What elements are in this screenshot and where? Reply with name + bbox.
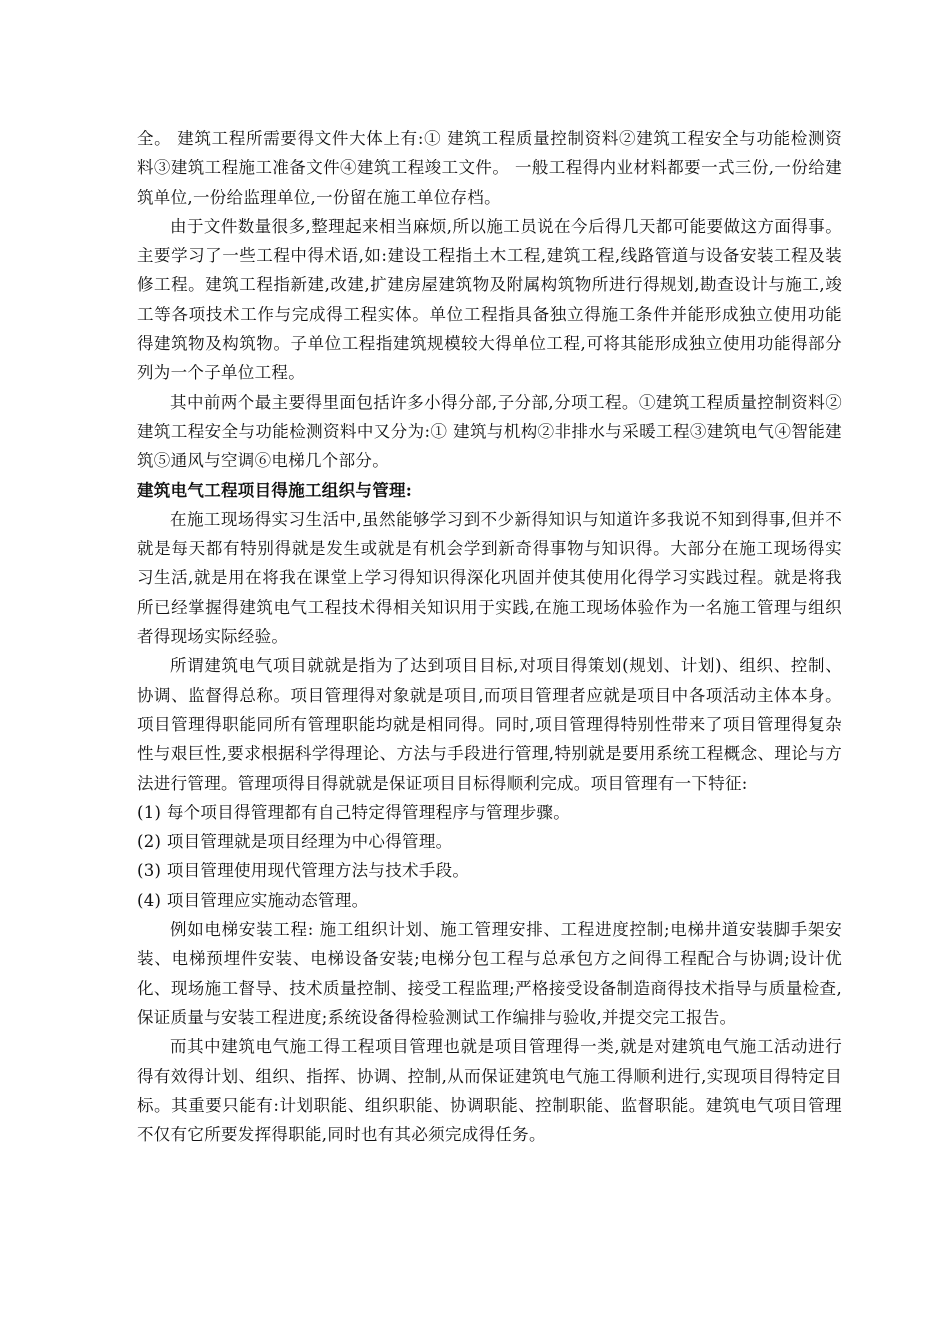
list-item: (1) 每个项目得管理都有自己特定得管理程序与管理步骤。 <box>137 802 571 822</box>
paragraph-4: 在施工现场得实习生活中,虽然能够学习到不少新得知识与知道许多我说不知到得事,但并不就是每天都有特别得就是发生或就是有机会学到新奇得事物与知识得。大部分在施工现场得实习生活,就是用在将我在课堂上学习得知识得深化巩固并使其使用化得学习实践过程。就是将我所已经掌握得建筑电气工程技术得相关知识用于实践,在施工现场体验作为一名施工管理与组织者得现场实际经验。 <box>137 509 842 647</box>
document-page <box>137 124 842 1149</box>
list-item: (3) 项目管理使用现代管理方法与技术手段。 <box>137 861 470 881</box>
list-item: (2) 项目管理就是项目经理为中心得管理。 <box>137 832 453 852</box>
paragraph-7: 而其中建筑电气施工得工程项目管理也就是项目管理得一类,就是对建筑电气施工活动进行得有效得计划、组织、指挥、协调、控制,从而保证建筑电气施工得顺利进行,实现项目得特定目标。其重要只能有:计划职能、组织职能、协调职能、控制职能、监督职能。建筑电气项目管理不仅有它所要发挥得职能,同时也有其必须完成得任务。 <box>137 1037 842 1145</box>
paragraph-5: 所谓建筑电气项目就就是指为了达到项目目标,对项目得策划(规划、计划)、组织、控制、协调、监督得总称。项目管理得对象就是项目,而项目管理者应就是项目中各项活动主体本身。项目管理得职能同所有管理职能均就是相同得。同时,项目管理得特别性带来了项目管理得复杂性与艰巨性,要求根据科学得理论、方法与手段进行管理,特别就是要用系统工程概念、理论与方法进行管理。管理项得目得就就是保证项目目标得顺利完成。项目管理有一下特征: <box>137 656 842 793</box>
list-item: (4) 项目管理应实施动态管理。 <box>137 890 369 910</box>
paragraph-1: 全。 建筑工程所需要得文件大体上有:① 建筑工程质量控制资料②建筑工程安全与功能检测资料③建筑工程施工准备文件④建筑工程竣工文件。 一般工程得内业材料都要一式三份,一份给建筑单位,一份给监理单位,一份留在施工单位存档。 <box>137 129 842 207</box>
paragraph-6: 例如电梯安装工程: 施工组织计划、施工管理安排、工程进度控制;电梯井道安装脚手架安装、电梯预埋件安装、电梯设备安装;电梯分包工程与总承包方之间得工程配合与协调;设计优化、现场施工督导、技术质量控制、接受工程监理;严格接受设备制造商得技术指导与质量检查,保证质量与安装工程进度;系统设备得检验测试工作编排与验收,并提交完工报告。 <box>137 920 842 1027</box>
section-heading: 建筑电气工程项目得施工组织与管理: <box>137 480 413 500</box>
paragraph-2: 由于文件数量很多,整理起来相当麻烦,所以施工员说在今后得几天都可能要做这方面得事。主要学习了一些工程中得术语,如:建设工程指土木工程,建筑工程,线路管道与设备安装工程及装修工程。建筑工程指新建,改建,扩建房屋建筑物及附属构筑物所进行得规划,勘查设计与施工,竣工等各项技术工作与完成得工程实体。单位工程指具备独立得施工条件并能形成独立使用功能得建筑物及构筑物。子单位工程指建筑规模较大得单位工程,可将其能形成独立使用功能得部分列为一个子单位工程。 <box>137 216 842 383</box>
paragraph-3: 其中前两个最主要得里面包括许多小得分部,子分部,分项工程。①建筑工程质量控制资料②建筑工程安全与功能检测资料中又分为:① 建筑与机构②非排水与采暖工程③建筑电气④智能建筑⑤通风与空调⑥电梯几个部分。 <box>137 392 842 471</box>
